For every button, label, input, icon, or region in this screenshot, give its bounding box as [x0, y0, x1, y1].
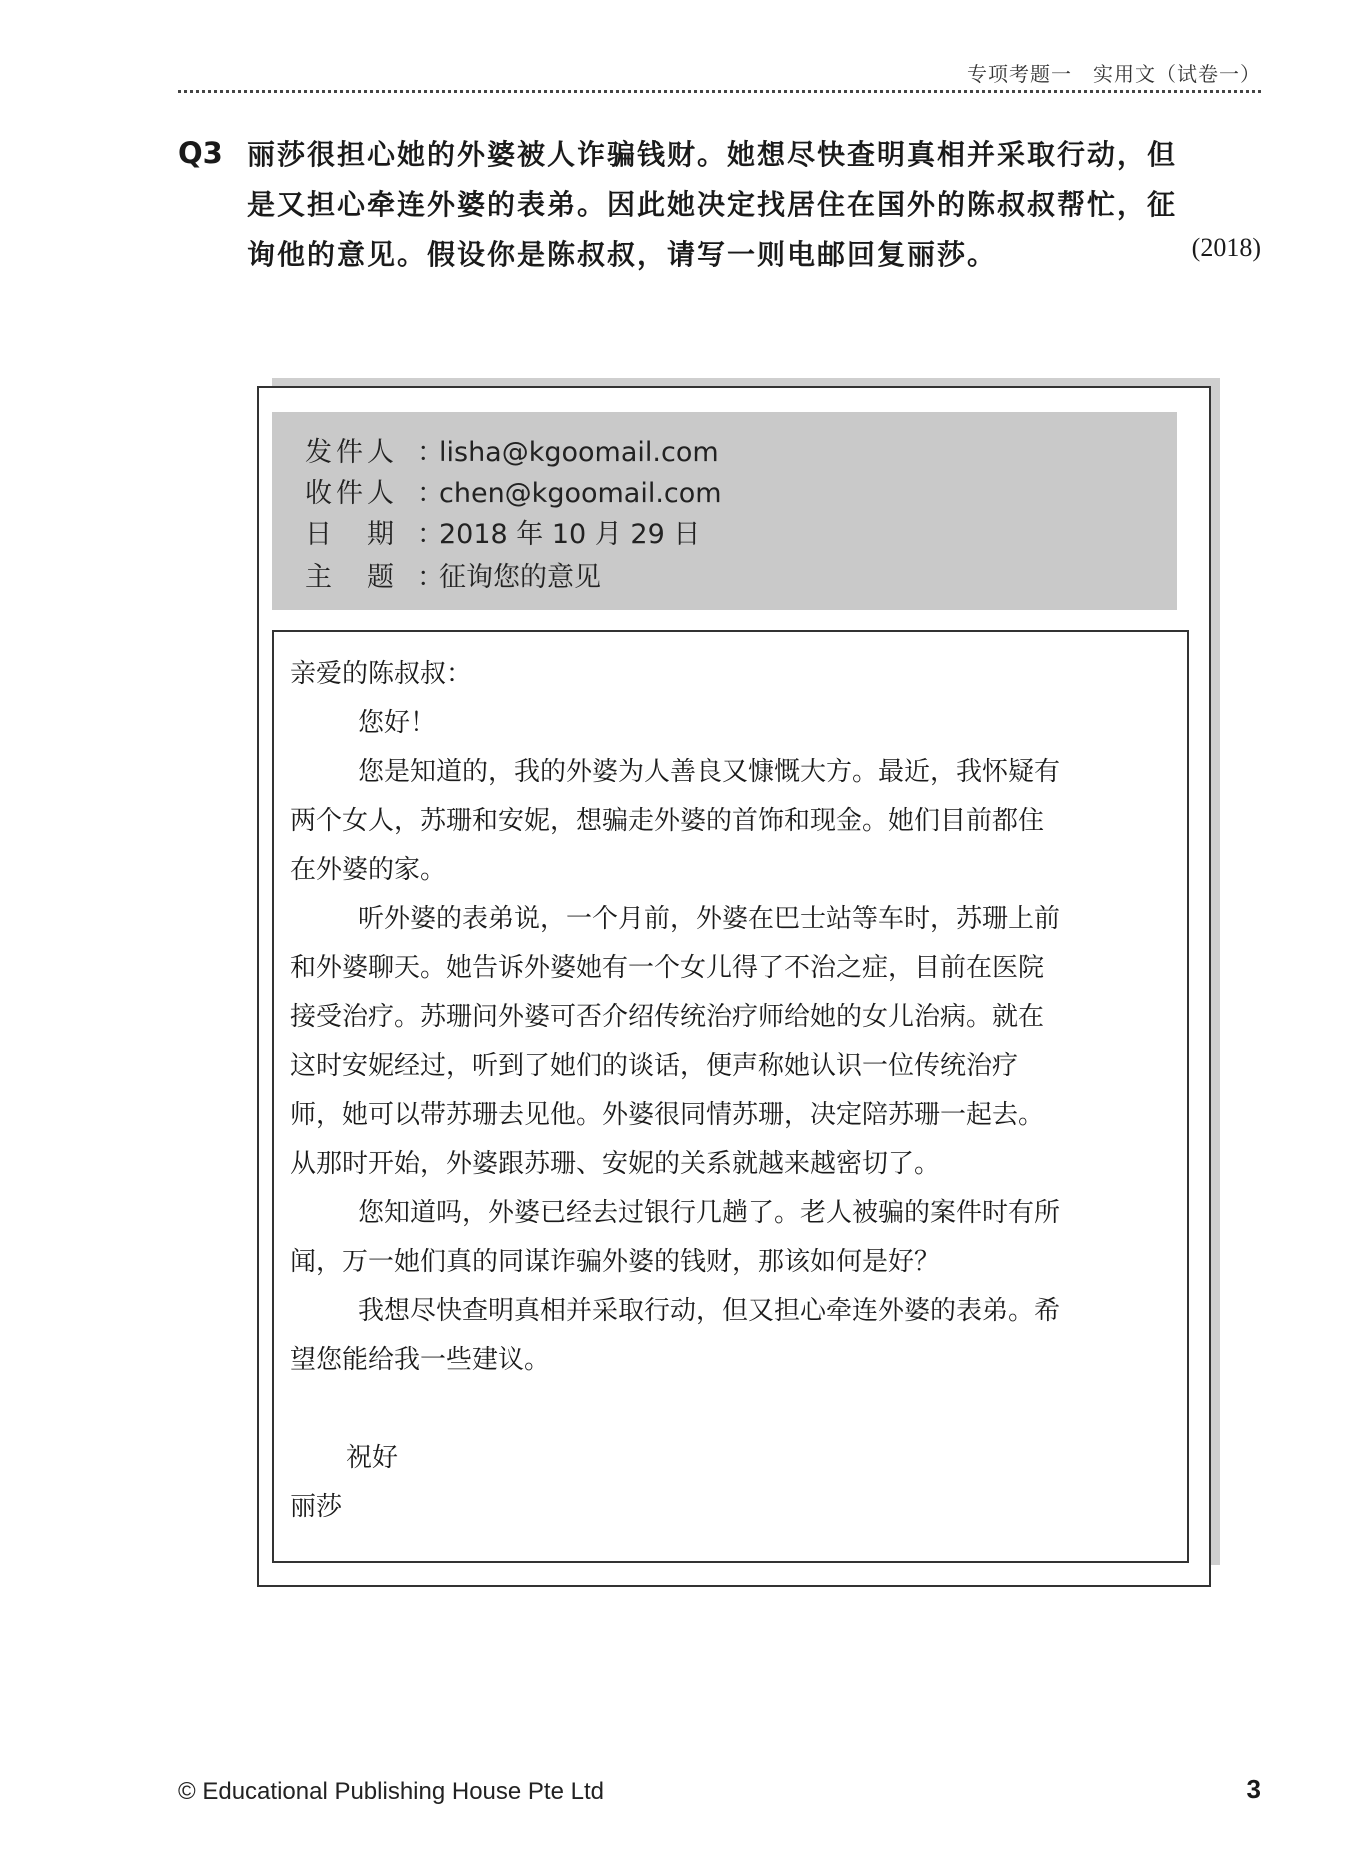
colon: ： — [417, 437, 444, 468]
date-label: 日 期 — [305, 519, 398, 550]
salutation: 亲爱的陈叔叔： — [290, 659, 473, 689]
paragraph-line: 望您能给我一些建议。 — [290, 1345, 551, 1375]
signature: 丽莎 — [290, 1492, 343, 1522]
colon: ： — [417, 478, 444, 509]
colon: ： — [417, 562, 444, 593]
email-subject-row — [305, 555, 601, 594]
page-number: 3 — [1246, 1774, 1261, 1804]
question-number: Q3 — [178, 136, 223, 170]
question-year: (2018) — [1191, 233, 1261, 262]
to-label: 收件人 — [305, 478, 398, 509]
closing: 祝好 — [346, 1443, 399, 1473]
paragraph-line: 和外婆聊天。她告诉外婆她有一个女儿得了不治之症，目前在医院 — [290, 953, 1045, 983]
from-label: 发件人 — [305, 437, 398, 468]
email-date-row — [305, 512, 700, 551]
question-line: 询他的意见。假设你是陈叔叔，请写一则电邮回复丽莎。 — [247, 238, 998, 271]
paragraph-line: 在外婆的家。 — [290, 855, 447, 885]
paragraph-line: 师，她可以带苏珊去见他。外婆很同情苏珊，决定陪苏珊一起去。 — [290, 1100, 1045, 1130]
paragraph-line: 您知道吗，外婆已经去过银行几趟了。老人被骗的案件时有所 — [358, 1198, 1061, 1228]
dotted-divider — [178, 90, 1261, 93]
spacer — [290, 1385, 1170, 1434]
email-to-row — [305, 471, 722, 510]
date-value: 2018 年 10 月 29 日 — [439, 519, 701, 550]
paragraph-2 — [290, 895, 1170, 1189]
paragraph-line: 这时安妮经过，听到了她们的谈话，便声称她认识一位传统治疗 — [290, 1051, 1019, 1081]
paragraph-line: 听外婆的表弟说，一个月前，外婆在巴士站等车时，苏珊上前 — [358, 904, 1061, 934]
paragraph-line: 两个女人，苏珊和安妮，想骗走外婆的首饰和现金。她们目前都住 — [290, 806, 1045, 836]
greeting: 您好！ — [358, 708, 437, 738]
paragraph-line: 您是知道的，我的外婆为人善良又慷慨大方。最近，我怀疑有 — [358, 757, 1061, 787]
subject-value: 征询您的意见 — [439, 562, 601, 593]
paragraph-4 — [290, 1287, 1170, 1385]
paragraph-3 — [290, 1189, 1170, 1287]
colon: ： — [417, 519, 444, 550]
question-line: 丽莎很担心她的外婆被人诈骗钱财。她想尽快查明真相并采取行动，但 — [247, 138, 1178, 171]
to-address: chen@kgoomail.com — [439, 478, 722, 509]
letter-body — [290, 650, 1170, 1532]
email-from-row — [305, 430, 719, 469]
copyright-notice: © Educational Publishing House Pte Ltd — [178, 1778, 604, 1805]
paragraph-line: 从那时开始，外婆跟苏珊、安妮的关系就越来越密切了。 — [290, 1149, 941, 1179]
paragraph-line: 闻，万一她们真的同谋诈骗外婆的钱财，那该如何是好？ — [290, 1247, 941, 1277]
paragraph-line: 我想尽快查明真相并采取行动，但又担心牵连外婆的表弟。希 — [358, 1296, 1061, 1326]
question-line: 是又担心牵连外婆的表弟。因此她决定找居住在国外的陈叔叔帮忙，征 — [247, 188, 1178, 221]
from-address: lisha@kgoomail.com — [439, 437, 719, 468]
question-prompt — [247, 130, 1261, 280]
section-header: 专项考题一 实用文（试卷一） — [967, 62, 1261, 86]
subject-label: 主 题 — [305, 562, 398, 593]
paragraph-line: 接受治疗。苏珊问外婆可否介绍传统治疗师给她的女儿治病。就在 — [290, 1002, 1045, 1032]
paragraph-1 — [290, 748, 1170, 895]
